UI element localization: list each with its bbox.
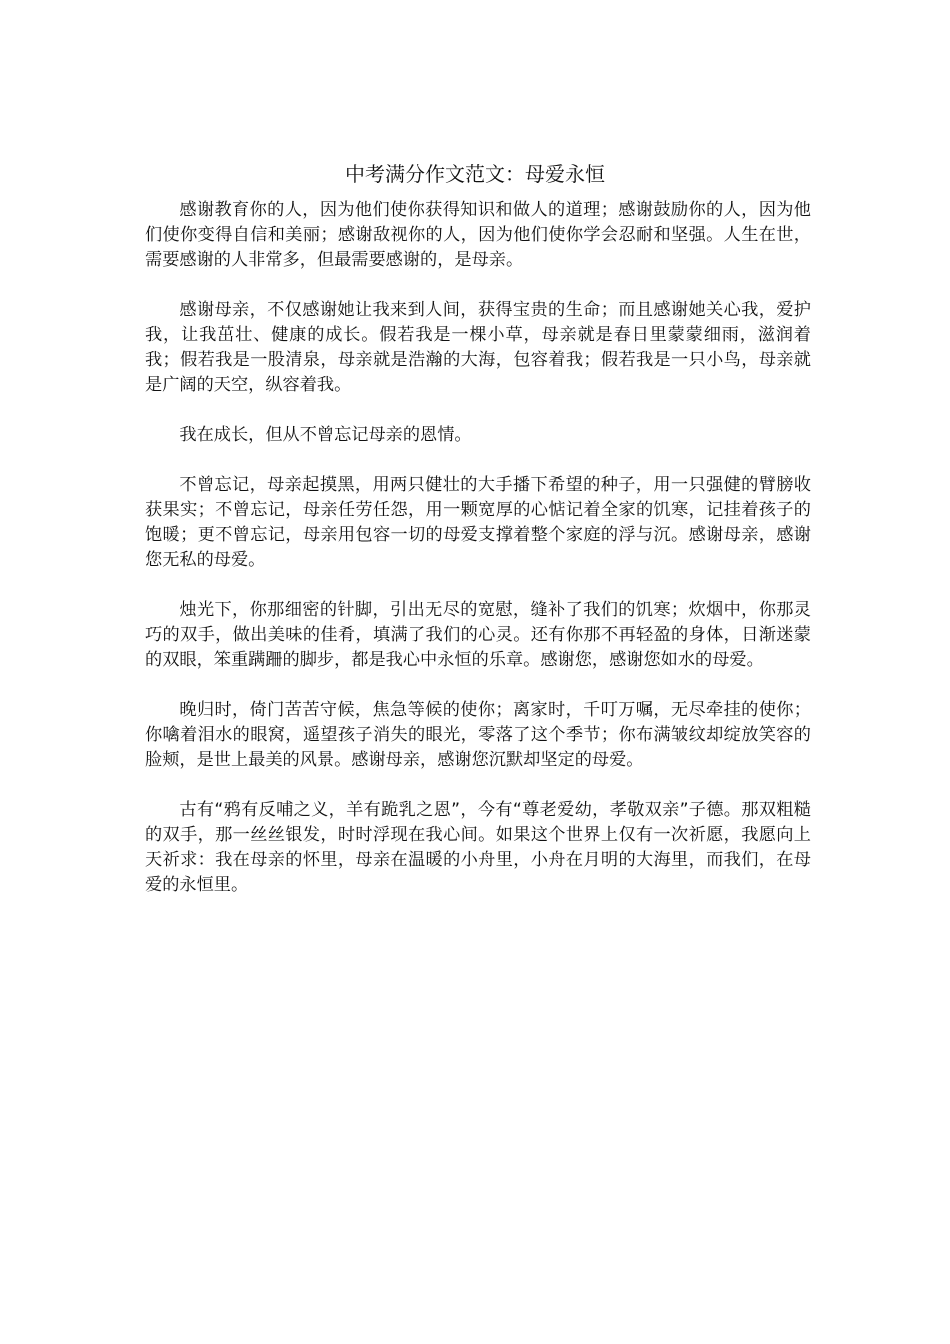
paragraph-7: 古有“鸦有反哺之义，羊有跪乳之恩”，今有“尊老爱幼，孝敬双亲”子德。那双粗糙的双手，那一丝丝银发，时时浮现在我心间。如果这个世界上仅有一次祈愿，我愿向上天祈求：我在母亲的怀里，母亲在温暖的小舟里，小舟在月明的大海里，而我们，在母爱的永恒里。 (145, 800, 811, 895)
paragraph-3: 我在成长，但从不曾忘记母亲的恩情。 (179, 425, 472, 445)
paragraph-5: 烛光下，你那细密的针脚，引出无尽的宽慰，缝补了我们的饥寒；炊烟中，你那灵巧的双手，做出美味的佳肴，填满了我们的心灵。还有你那不再轻盈的身体，日渐迷蒙的双眼，笨重蹒跚的脚步，都是我心中永恒的乐章。感谢您，感谢您如水的母爱。 (145, 600, 811, 670)
document-title: 中考满分作文范文：母爱永恒 (345, 162, 605, 186)
paragraph-1: 感谢教育你的人，因为他们使你获得知识和做人的道理；感谢鼓励你的人，因为他们使你变得自信和美丽；感谢敌视你的人，因为他们使你学会忍耐和坚强。人生在世，需要感谢的人非常多，但最需要感谢的，是母亲。 (145, 200, 811, 270)
document-body (145, 198, 811, 923)
paragraph-4: 不曾忘记，母亲起摸黑，用两只健壮的大手播下希望的种子，用一只强健的臂膀收获果实；不曾忘记，母亲任劳任怨，用一颗宽厚的心惦记着全家的饥寒，记挂着孩子的饱暖；更不曾忘记，母亲用包容一切的母爱支撑着整个家庭的浮与沉。感谢母亲，感谢您无私的母爱。 (145, 475, 811, 570)
paragraph-6: 晚归时，倚门苦苦守候，焦急等候的使你；离家时，千叮万嘱，无尽牵挂的使你；你噙着泪水的眼窝，遥望孩子消失的眼光，零落了这个季节；你布满皱纹却绽放笑容的脸颊，是世上最美的风景。感谢母亲，感谢您沉默却坚定的母爱。 (145, 700, 811, 770)
paragraph-2: 感谢母亲，不仅感谢她让我来到人间，获得宝贵的生命；而且感谢她关心我，爱护我，让我茁壮、健康的成长。假若我是一棵小草，母亲就是春日里蒙蒙细雨，滋润着我；假若我是一股清泉，母亲就是浩瀚的大海，包容着我；假若我是一只小鸟，母亲就是广阔的天空，纵容着我。 (145, 300, 811, 395)
